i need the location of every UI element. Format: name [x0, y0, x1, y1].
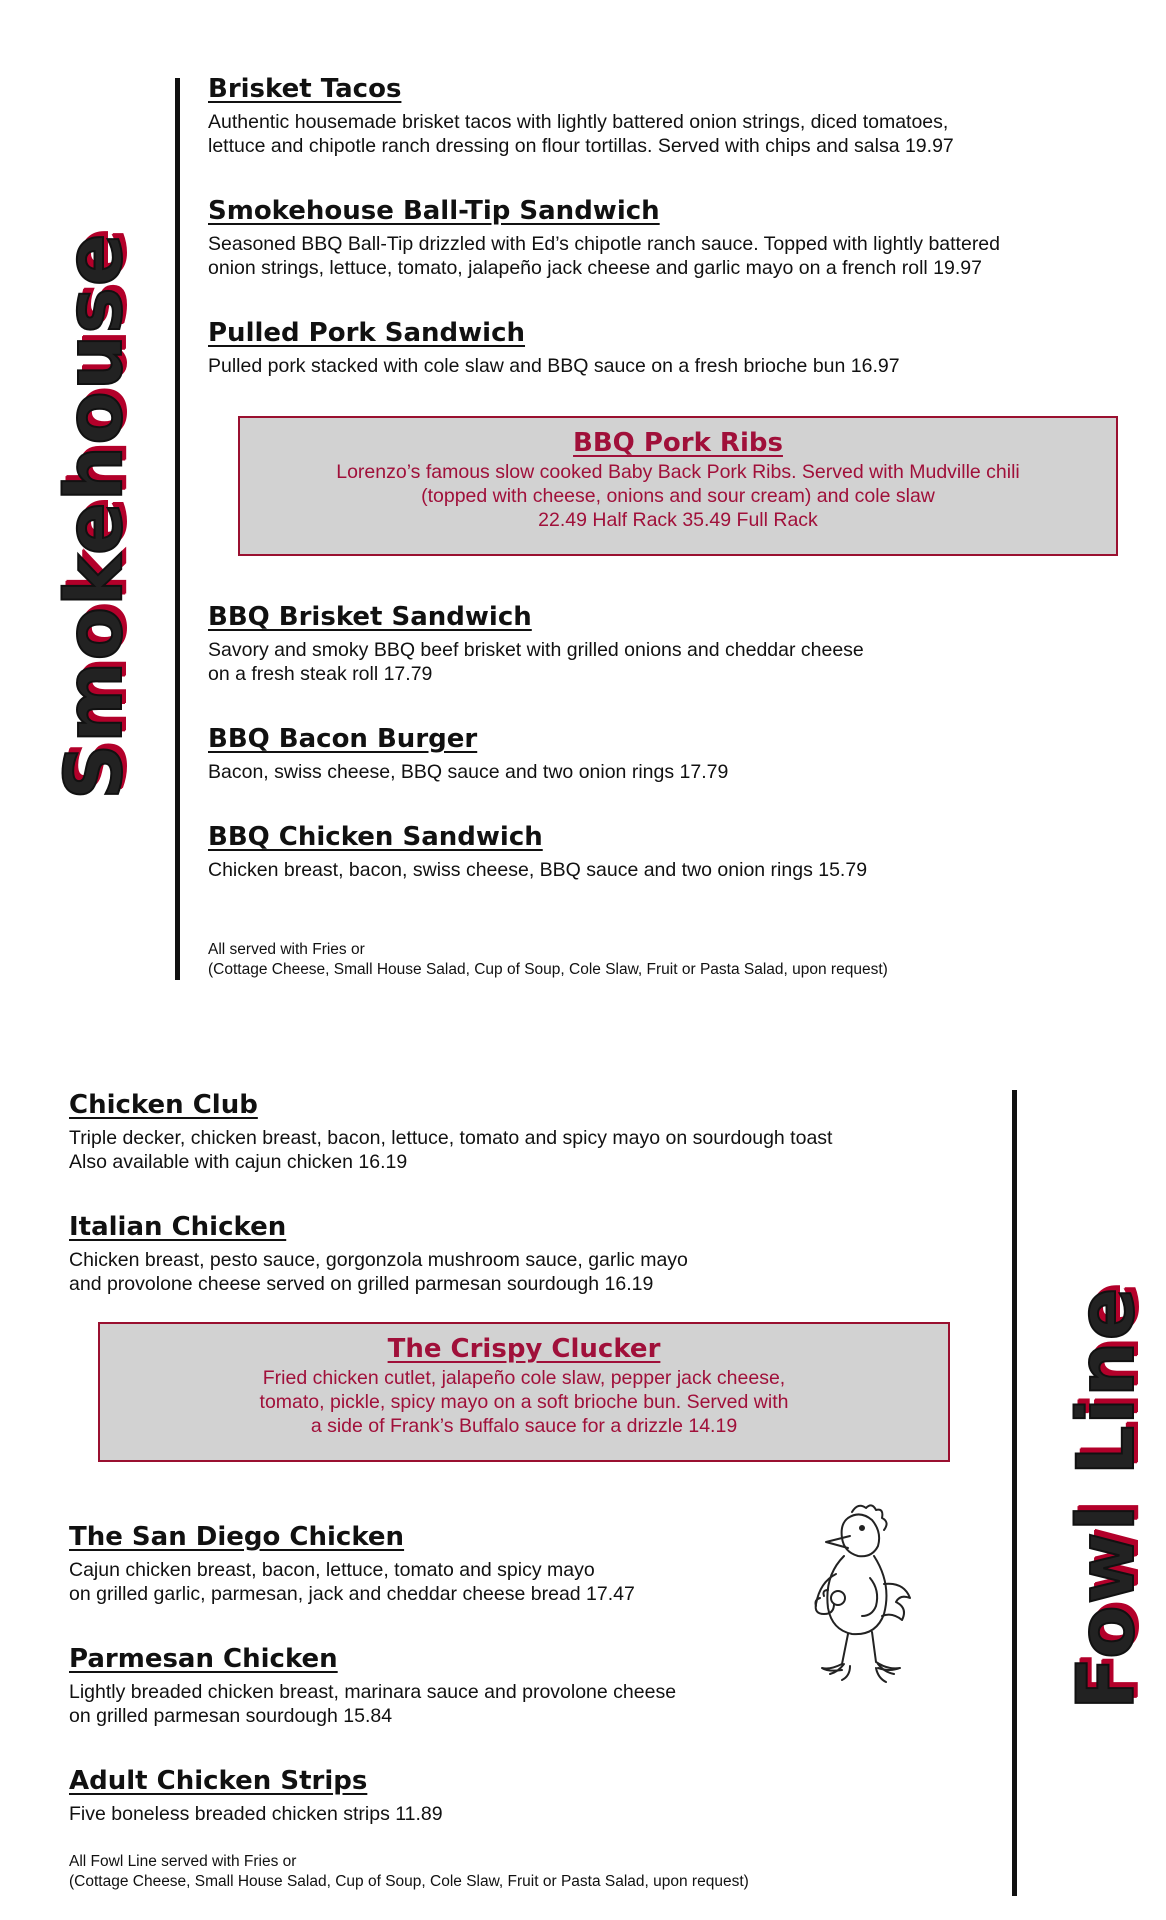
fowl-line-title: Fowl Line [1062, 1286, 1152, 1710]
sides-note: All Fowl Line served with Fries or (Cottage Cheese, Small House Salad, Cup of Soup, Cole Slaw, Fruit or Pasta Salad, upon request) [69, 1853, 749, 1890]
fowl-line-divider [1012, 1090, 1017, 1896]
special-name: The Crispy Clucker [387, 1334, 661, 1364]
sides-note: All served with Fries or (Cottage Cheese, Small House Salad, Cup of Soup, Cole Slaw, Fruit or Pasta Salad, upon request) [208, 941, 888, 978]
special-description: Fried chicken cutlet, jalapeño cole slaw, pepper jack cheese, tomato, pickle, spicy mayo on a soft brioche bun. Served with a side of Frank’s Buffalo sauce for a drizzle 14.19 [259, 1367, 789, 1437]
menu-item [208, 74, 954, 158]
item-description: Lightly breaded chicken breast, marinara sauce and provolone cheese on grilled parmesan sourdough 15.84 [69, 1681, 677, 1727]
special-description: Lorenzo’s famous slow cooked Baby Back Pork Ribs. Served with Mudville chili (topped with cheese, onions and sour cream) and cole slaw 22.49 Half Rack 35.49 Full Rack [336, 461, 1020, 531]
item-description: Bacon, swiss cheese, BBQ sauce and two onion rings 17.79 [208, 761, 729, 783]
item-description: Seasoned BBQ Ball-Tip drizzled with Ed’s chipotle ranch sauce. Topped with lightly battered onion strings, lettuce, tomato, jalapeño jack cheese and garlic mayo on a french roll 19.97 [208, 233, 1000, 279]
item-description: Pulled pork stacked with cole slaw and BBQ sauce on a fresh brioche bun 16.97 [208, 355, 900, 377]
menu-item [208, 602, 864, 686]
item-description: Chicken breast, pesto sauce, gorgonzola mushroom sauce, garlic mayo and provolone cheese served on grilled parmesan sourdough 16.19 [69, 1249, 688, 1295]
item-name: Adult Chicken Strips [69, 1766, 368, 1796]
menu-item [69, 1212, 688, 1296]
menu-item [208, 318, 900, 378]
special-box [98, 1322, 950, 1462]
item-description: Chicken breast, bacon, swiss cheese, BBQ sauce and two onion rings 15.79 [208, 859, 868, 881]
item-name: Parmesan Chicken [69, 1644, 338, 1674]
item-name: BBQ Chicken Sandwich [208, 822, 543, 852]
special-name: BBQ Pork Ribs [573, 428, 783, 458]
chicken-mascot-icon [800, 1498, 920, 1698]
menu-item [208, 724, 728, 784]
menu-item [69, 1090, 832, 1174]
menu-item [208, 822, 867, 882]
item-description: Five boneless breaded chicken strips 11.89 [69, 1803, 443, 1825]
item-name: Pulled Pork Sandwich [208, 318, 526, 348]
item-name: Italian Chicken [69, 1212, 287, 1242]
menu-item [69, 1766, 443, 1826]
smokehouse-divider [175, 78, 180, 980]
item-description: Cajun chicken breast, bacon, lettuce, tomato and spicy mayo on grilled garlic, parmesan, jack and cheddar cheese bread 17.47 [69, 1559, 635, 1605]
item-name: The San Diego Chicken [69, 1522, 405, 1552]
item-name: Brisket Tacos [208, 74, 402, 104]
special-box [238, 416, 1118, 556]
item-name: Smokehouse Ball-Tip Sandwich [208, 196, 660, 226]
item-description: Authentic housemade brisket tacos with lightly battered onion strings, diced tomatoes, lettuce and chipotle ranch dressing on flour tortillas. Served with chips and salsa 19.97 [208, 111, 954, 157]
menu-item [208, 196, 1000, 280]
item-description: Triple decker, chicken breast, bacon, lettuce, tomato and spicy mayo on sourdough toast Also available with cajun chicken 16.19 [69, 1127, 833, 1173]
item-name: BBQ Bacon Burger [208, 724, 478, 754]
item-description: Savory and smoky BBQ beef brisket with grilled onions and cheddar cheese on a fresh steak roll 17.79 [208, 639, 864, 685]
item-name: Chicken Club [69, 1090, 258, 1120]
smokehouse-title: Smokehouse [50, 232, 140, 800]
menu-item [69, 1522, 635, 1606]
item-name: BBQ Brisket Sandwich [208, 602, 532, 632]
menu-item [69, 1644, 676, 1728]
fowl-line-section [0, 1060, 1166, 1920]
